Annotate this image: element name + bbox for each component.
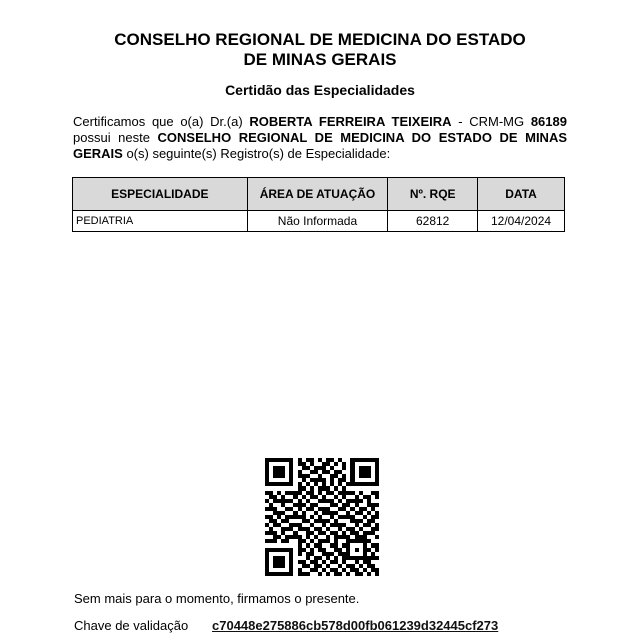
cell-rqe: 62812	[388, 211, 478, 232]
org-title-line1: CONSELHO REGIONAL DE MEDICINA DO ESTADO	[114, 30, 526, 49]
qr-code-icon	[265, 458, 383, 576]
document-subtitle: Certidão das Especialidades	[225, 82, 415, 98]
intro-text-3: possui neste	[73, 130, 158, 145]
closing-text: Sem mais para o momento, firmamos o presente.	[74, 591, 360, 606]
header-date: DATA	[478, 178, 565, 211]
org-title-line2: DE MINAS GERAIS	[243, 50, 397, 69]
table-row	[73, 211, 565, 232]
cell-area: Não Informada	[247, 211, 388, 232]
validation-line	[74, 618, 498, 634]
intro-text-2: - CRM-MG	[451, 114, 531, 129]
certification-paragraph	[73, 114, 567, 162]
validation-label: Chave de validação	[74, 618, 189, 633]
doctor-name: ROBERTA FERREIRA TEIXEIRA	[249, 114, 452, 129]
cell-date: 12/04/2024	[478, 211, 565, 232]
intro-text-1: Certificamos que o(a) Dr.(a)	[73, 114, 250, 129]
cell-specialty: PEDIATRIA	[73, 211, 248, 232]
header-rqe: Nº. RQE	[388, 178, 478, 211]
organization-title	[0, 30, 640, 70]
council-name: CONSELHO REGIONAL DE MEDICINA DO ESTADO DE MINAS GERAIS	[73, 130, 568, 161]
crm-number: 86189	[530, 114, 567, 129]
header-area: ÁREA DE ATUAÇÃO	[247, 178, 388, 211]
intro-text-4: o(s) seguinte(s) Registro(s) de Especialidade:	[122, 146, 391, 161]
specialty-table	[72, 177, 565, 232]
header-specialty: ESPECIALIDADE	[73, 178, 248, 211]
table-header-row	[73, 178, 565, 211]
validation-key-link[interactable]: c70448e275886cb578d00fb061239d32445cf273	[212, 618, 499, 633]
